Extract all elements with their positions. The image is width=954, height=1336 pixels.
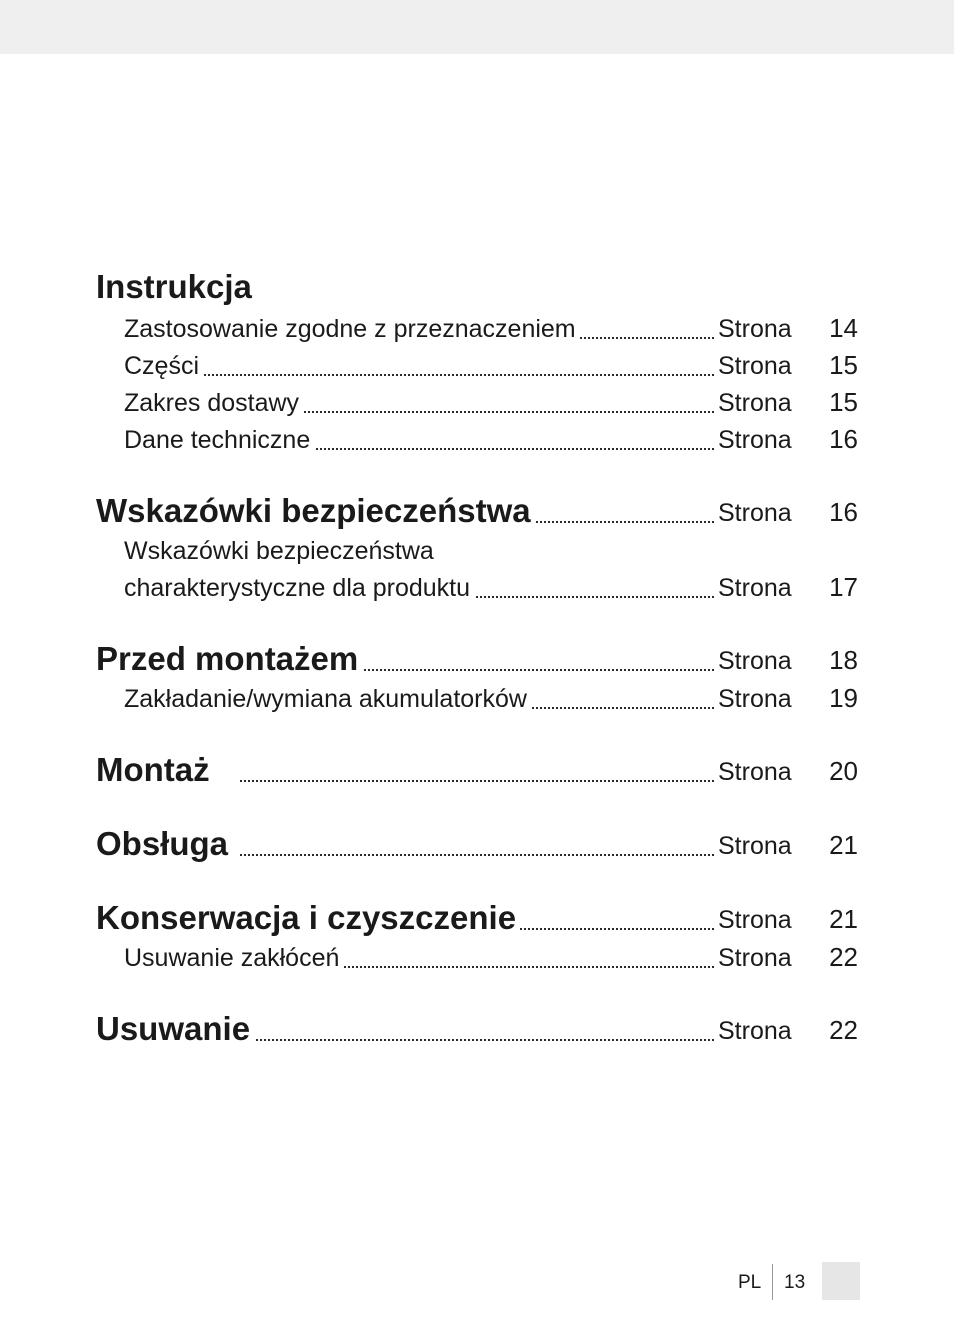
toc-heading-przed-montazem[interactable] xyxy=(0,640,954,680)
page-tab-marker xyxy=(822,1262,860,1300)
page-label: Strona xyxy=(718,315,792,343)
toc-entry[interactable] xyxy=(0,530,954,570)
toc-heading-obsluga[interactable] xyxy=(0,825,954,865)
page-label: Strona xyxy=(718,906,792,934)
toc-entry[interactable] xyxy=(0,678,954,718)
toc-entry-text: Usuwanie zakłóceń xyxy=(124,944,343,973)
dot-leader xyxy=(240,1039,714,1041)
toc-heading-text: Montaż xyxy=(96,751,214,789)
toc-entry-text: Części xyxy=(124,352,203,381)
page-label: Strona xyxy=(718,1017,792,1045)
toc-heading-text: Obsługa xyxy=(96,825,232,863)
toc-entry-text: Zastosowanie zgodne z przeznaczeniem xyxy=(124,315,580,344)
toc-entry-text: Zakładanie/wymiana akumulatorków xyxy=(124,685,531,714)
page-label: Strona xyxy=(718,758,792,786)
page-label: Strona xyxy=(718,685,792,713)
toc-entry[interactable] xyxy=(0,382,954,422)
toc-entry[interactable] xyxy=(0,419,954,459)
page-label: Strona xyxy=(718,499,792,527)
toc-entry[interactable] xyxy=(0,345,954,385)
toc-heading-text: Usuwanie xyxy=(96,1010,254,1048)
page-footer xyxy=(700,1262,860,1302)
page-number: 20 xyxy=(829,756,858,786)
page-label: Strona xyxy=(718,944,792,972)
toc-heading-usuwanie[interactable] xyxy=(0,1010,954,1050)
page-number: 21 xyxy=(829,904,858,934)
toc-entry[interactable] xyxy=(0,937,954,977)
language-code: PL xyxy=(738,1272,762,1293)
page-number: 17 xyxy=(829,572,858,602)
page-label: Strona xyxy=(718,574,792,602)
footer-divider xyxy=(772,1264,773,1300)
toc-entry-text: Zakres dostawy xyxy=(124,389,303,418)
toc-entry-text: Wskazówki bezpieczeństwa xyxy=(124,537,438,566)
toc-heading-konserwacja[interactable] xyxy=(0,899,954,939)
page-number: 16 xyxy=(829,424,858,454)
toc-entry-text: Dane techniczne xyxy=(124,426,314,455)
page-number: 19 xyxy=(829,683,858,713)
toc-heading-text: Wskazówki bezpieczeństwa xyxy=(96,492,535,530)
page-label: Strona xyxy=(718,647,792,675)
page-number: 15 xyxy=(829,387,858,417)
toc-heading-text: Instrukcja xyxy=(96,268,256,306)
page-number: 14 xyxy=(829,313,858,343)
toc-heading-wskazowki[interactable] xyxy=(0,492,954,532)
toc-heading-text: Przed montażem xyxy=(96,640,362,678)
dot-leader xyxy=(240,780,714,782)
page-number: 16 xyxy=(829,497,858,527)
toc-heading-montaz[interactable] xyxy=(0,751,954,791)
toc-entry-text: charakterystyczne dla produktu xyxy=(124,574,474,603)
page-number: 22 xyxy=(829,942,858,972)
page-number: 21 xyxy=(829,830,858,860)
dot-leader xyxy=(200,374,714,376)
page-number: 15 xyxy=(829,350,858,380)
page-number: 18 xyxy=(829,645,858,675)
toc-heading-instrukcja[interactable] xyxy=(0,268,954,308)
page-label: Strona xyxy=(718,389,792,417)
page-number-footer: 13 xyxy=(784,1272,806,1293)
toc-heading-text: Konserwacja i czyszczenie xyxy=(96,899,520,937)
page-label: Strona xyxy=(718,426,792,454)
toc-entry[interactable] xyxy=(0,567,954,607)
top-header-band xyxy=(0,0,954,54)
toc-entry[interactable] xyxy=(0,308,954,348)
page-label: Strona xyxy=(718,832,792,860)
dot-leader xyxy=(240,854,714,856)
page-number: 22 xyxy=(829,1015,858,1045)
page-label: Strona xyxy=(718,352,792,380)
